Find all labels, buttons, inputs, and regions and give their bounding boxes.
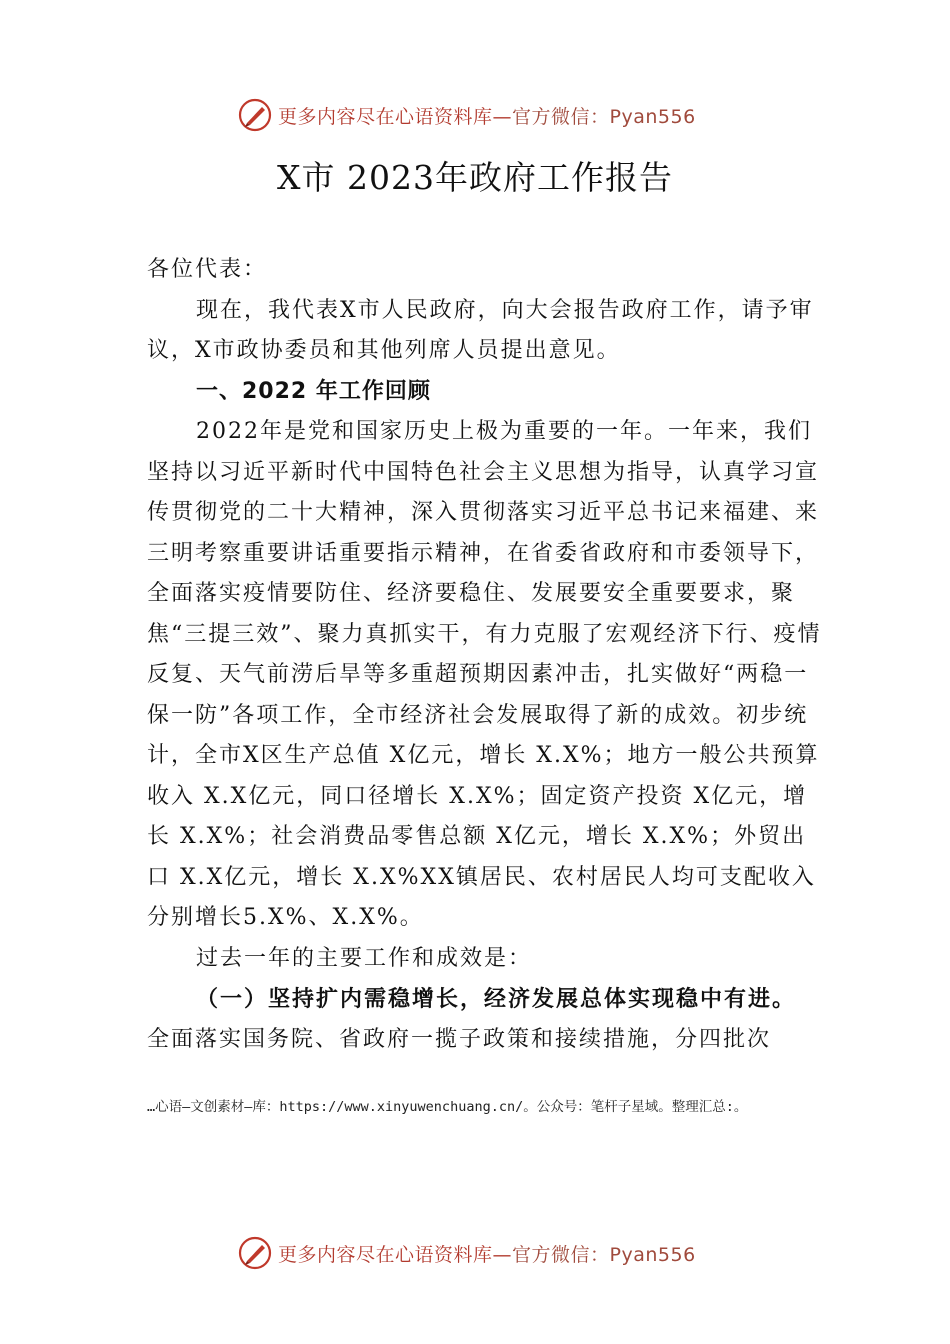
achievements-intro: 过去一年的主要工作和成效是： bbox=[196, 945, 533, 971]
wechat-id: 官方微信：Pyan556 bbox=[512, 1243, 696, 1266]
salutation: 各位代表： bbox=[147, 257, 268, 282]
banner-text: 更多内容尽在心语资料库—官方微信：Pyan556 bbox=[278, 105, 696, 128]
header-banner bbox=[238, 97, 738, 133]
pen-logo-icon bbox=[238, 1236, 272, 1270]
banner-text: 更多内容尽在心语资料库—官方微信：Pyan556 bbox=[278, 1243, 696, 1266]
intro-paragraph: 现在，我代表X市人民政府，向大会报告政府工作，请予审议，X市政协委员和其他列席人员提出意见。 bbox=[147, 297, 814, 363]
document-title: X市 2023年政府工作报告 bbox=[277, 158, 673, 197]
wechat-id: 官方微信：Pyan556 bbox=[512, 105, 696, 128]
subsection-paragraph: 全面落实国务院、省政府一揽子政策和接续措施，分四批次 bbox=[147, 1026, 772, 1052]
footer-banner bbox=[238, 1235, 738, 1271]
section-heading-1: 一、2022 年工作回顾 bbox=[196, 378, 431, 404]
subsection-heading-1: （一）坚持扩内需稳增长，经济发展总体实现稳中有进。 bbox=[196, 986, 797, 1012]
pen-logo-icon bbox=[238, 98, 272, 132]
review-paragraph: 2022年是党和国家历史上极为重要的一年。一年来，我们坚持以习近平新时代中国特色社会主义思想为指导，认真学习宣传贯彻党的二十大精神，深入贯彻落实习近平总书记来福建、来三明考察重要讲话重要指示精神，在省委省政府和市委领导下，全面落实疫情要防住、经济要稳住、发展要安全重要要求，聚焦“三提三效”、聚力真抓实干，有力克服了宏观经济下行、疫情反复、天气前涝后旱等多重超预期因素冲击，扎实做好“两稳一保一防”各项工作，全市经济社会发展取得了新的成效。初步统计，全市X区生产总值 X亿元，增长 X.X%；地方一般公共预算收入 X.X亿元，同口径增长 X.X%；固定资产投资 X亿元，增长 X.X%；社会消费品零售总额 X亿元，增长 X.X%；外贸出口 X.X亿元，增长 X.X%XX镇居民、农村居民人均可支配收入分别增长5.X%、X.X%。 bbox=[147, 419, 822, 930]
document-body bbox=[147, 250, 827, 1060]
footnote: …心语—文创素材—库：https://www.xinyuwenchuang.cn/。公众号：笔杆子星域。整理汇总:。 bbox=[147, 1099, 748, 1115]
